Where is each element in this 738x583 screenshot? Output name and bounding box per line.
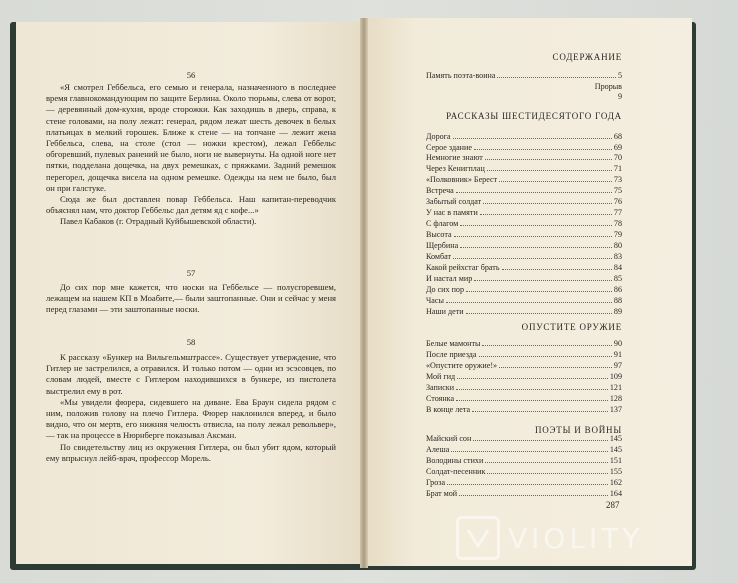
toc-entry-page: 162 <box>609 478 622 487</box>
dot-leader <box>474 142 612 150</box>
toc-entry-title: Солдат-песенник <box>426 467 486 476</box>
toc-entry-page: 9 <box>617 92 622 101</box>
toc-entry-page: 73 <box>613 175 622 184</box>
toc-entry-page: 145 <box>609 434 622 443</box>
toc-entry-page: 85 <box>613 274 622 283</box>
toc-entry-page: 109 <box>609 372 622 381</box>
dot-leader <box>456 185 612 193</box>
toc-entry-title: Какой рейхстаг брать <box>426 263 500 272</box>
toc-entry-title: Дорога <box>426 132 451 141</box>
dot-leader <box>456 393 608 401</box>
toc-entry <box>426 466 622 477</box>
toc-entry-page: 75 <box>613 186 622 195</box>
dot-leader <box>479 349 612 357</box>
toc-entry <box>426 477 622 488</box>
toc-entry-page: 5 <box>617 71 622 80</box>
toc-entry-page: 77 <box>613 208 622 217</box>
dot-leader <box>447 477 608 485</box>
part-title: ПОЭТЫ И ВОЙНЫ <box>534 425 622 435</box>
toc-entry <box>426 70 622 81</box>
toc-entry <box>426 295 622 306</box>
toc-entry-title: Комбат <box>426 252 452 261</box>
toc-entry-page: 68 <box>613 132 622 141</box>
toc-entry <box>426 196 622 207</box>
contents-title: СОДЕРЖАНИЕ <box>552 52 622 62</box>
dot-leader <box>499 360 612 368</box>
toc-entry-page: 88 <box>613 296 622 305</box>
dot-leader <box>459 488 608 496</box>
toc-entry-page: 97 <box>613 361 622 370</box>
toc-entry <box>426 273 622 284</box>
spacer <box>428 81 593 89</box>
dot-leader <box>499 174 612 182</box>
toc-entry-title: Встреча <box>426 186 454 195</box>
toc-entry-title: В конце лета <box>426 405 471 414</box>
toc-entry-title: Записки <box>426 383 455 392</box>
dot-leader <box>456 382 608 390</box>
dot-leader <box>457 371 608 379</box>
toc-entry-title: Забытый солдат <box>426 197 482 206</box>
violity-logo-icon <box>456 516 500 560</box>
dot-leader <box>473 433 608 441</box>
toc-entry <box>426 251 622 262</box>
toc-entry-page: 91 <box>613 350 622 359</box>
toc-entry-page: 128 <box>609 394 622 403</box>
toc-entry <box>426 338 622 349</box>
dot-leader <box>485 152 612 160</box>
toc-entry <box>426 229 622 240</box>
paragraph: Сюда же был доставлен повар Геббельса. Наш капитан-переводчик объяснял нам, что доктор Геббельс дал детям яд с кофе...» <box>46 194 336 216</box>
toc-entry <box>426 152 622 163</box>
toc-entry <box>426 488 622 499</box>
toc-entry <box>426 371 622 382</box>
toc-entry-title: До сих пор <box>426 285 465 294</box>
toc-entry-title: Стоянка <box>426 394 455 403</box>
toc-entry-title: Прорыв <box>594 82 622 91</box>
toc-entry <box>426 174 622 185</box>
dot-leader <box>453 131 612 139</box>
toc-entry-title: И настал мир <box>426 274 473 283</box>
toc-entry-page: 137 <box>609 405 622 414</box>
toc-entry <box>426 455 622 466</box>
toc-entry-title: У нас в памяти <box>426 208 478 217</box>
toc-entry <box>426 393 622 404</box>
toc-entry <box>426 404 622 415</box>
toc-entry <box>426 207 622 218</box>
dot-leader <box>480 207 612 215</box>
dot-leader <box>472 404 608 412</box>
watermark-text: VIOLITY <box>508 521 644 555</box>
dot-leader <box>466 284 612 292</box>
dot-leader <box>460 218 612 226</box>
section-text <box>46 352 336 464</box>
dot-leader <box>497 70 615 78</box>
toc-entry-title: Володины стихи <box>426 456 484 465</box>
paragraph: К рассказу «Бункер на Вильгельмштрассе». Существует утверждение, что Гитлер не застрелился, а отравился. И только потом — одни из эсэсовцев, по словам людей, вместе с Гитлером находившихся в бункере, из пистолета выстрелил ему в рот. <box>46 352 336 396</box>
section-number: 58 <box>186 337 196 347</box>
toc-entry-title: Память поэта-воина <box>426 71 496 80</box>
toc-entry-page: 90 <box>613 339 622 348</box>
toc-entry <box>426 444 622 455</box>
toc-entry-page: 71 <box>613 164 622 173</box>
toc-entry-title: Серое здание <box>426 143 472 152</box>
toc-entry-title: После приезда <box>426 350 477 359</box>
toc-entry <box>426 382 622 393</box>
section-text <box>46 282 336 316</box>
toc-entry-title: Высота <box>426 230 452 239</box>
toc-entry-title: Мой гид <box>426 372 456 381</box>
toc-entry-page: 80 <box>613 241 622 250</box>
paragraph: Павел Кабаков (г. Отрадный Куйбышевской области). <box>60 216 257 227</box>
toc-entry <box>426 360 622 371</box>
dot-leader <box>474 273 612 281</box>
toc-entry-title: Брат мой <box>426 489 458 498</box>
toc-entry-page: 76 <box>613 197 622 206</box>
part-title: ОПУСТИТЕ ОРУЖИЕ <box>521 322 622 332</box>
toc-entry-title: «Опустите оружие!» <box>426 361 498 370</box>
toc-entry <box>426 349 622 360</box>
dot-leader <box>483 196 612 204</box>
dot-leader <box>482 338 611 346</box>
paragraph: По свидетельству лиц из окружения Гитлера, он был убит ядом, который ему впрыснул лейб-врач, профессор Морель. <box>46 441 336 463</box>
toc-entry <box>426 91 622 102</box>
dot-leader <box>451 444 608 452</box>
toc-entry <box>426 262 622 273</box>
dot-leader <box>460 240 612 248</box>
toc-entry-title: Майский сон <box>426 434 472 443</box>
dot-leader <box>487 466 607 474</box>
toc-entry-page: 84 <box>613 263 622 272</box>
toc-entry-title: Через Кенигплац <box>426 164 485 173</box>
toc-entry <box>426 218 622 229</box>
dot-leader <box>487 163 612 171</box>
toc-entry-title: Немногие знают <box>426 153 483 162</box>
section-number: 57 <box>186 268 196 278</box>
toc-entry-page: 121 <box>609 383 622 392</box>
toc-entry-page: 79 <box>613 230 622 239</box>
toc-entry-page: 89 <box>613 307 622 316</box>
toc-entry-title: С флагом <box>426 219 459 228</box>
toc-entry <box>426 240 622 251</box>
paragraph: «Мы увидели фюрера, сидевшего на диване. Ева Браун сидела рядом с ним, положив голову на плечо Гитлера. Фюрер наклонился вперед, и было видно, что он мертв, его нижняя челюсть отвисла, на полу лежал револьвер»,— так на процессе в Нюрнберге показывал Аксман. <box>46 396 336 441</box>
spacer <box>428 91 616 99</box>
toc-entry-page: 151 <box>609 456 622 465</box>
toc-entry <box>426 433 622 444</box>
toc-entry-page: 83 <box>613 252 622 261</box>
toc-entry-page: 78 <box>613 219 622 228</box>
dot-leader <box>446 295 612 303</box>
toc-entry-title: «Полковник» Берест <box>426 175 498 184</box>
toc-entry <box>426 131 622 142</box>
toc-entry-title: Наши дети <box>426 307 464 316</box>
toc-entry-title: Алеша <box>426 445 450 454</box>
dot-leader <box>466 306 612 314</box>
dot-leader <box>453 251 612 259</box>
watermark <box>456 514 726 562</box>
toc-entry-title: Часы <box>426 296 444 305</box>
paragraph: До сих пор мне кажется, что носки на Геббельсе — полусгоревшем, лежащем на нашем КП в Моабите,— были заштопанные. Они и сейчас у меня перед глазами — эти заштопанные носки. <box>46 282 336 315</box>
toc-entry-title: Щербина <box>426 241 459 250</box>
toc-entry-page: 155 <box>609 467 622 476</box>
toc-entry-title: Белые мамонты <box>426 339 481 348</box>
page-number: 287 <box>606 500 620 510</box>
toc-entry <box>426 306 622 317</box>
toc-entry <box>426 185 622 196</box>
toc-entry <box>426 284 622 295</box>
toc-entry-page: 86 <box>613 285 622 294</box>
part-title: РАССКАЗЫ ШЕСТИДЕСЯТОГО ГОДА <box>446 111 622 121</box>
toc-entry-page: 70 <box>613 153 622 162</box>
toc-entry-page: 164 <box>609 489 622 498</box>
dot-leader <box>454 229 612 237</box>
paragraph: «Я смотрел Геббельса, его семью и генерала, назначенного в последнее время главнокомандующим по защите Берлина. Около тюрьмы, слева от ворот,— деревянный дом-кухня, вроде сторожки. Как заходишь в дверь, справа, к стене головами, на полу лежат: генерал, рядом лежат шесть девочек в белых платьицах в мелкий горошек. Ближе к стене — на топчане — лежит жена Геббельса, слева, на столе (стол — ножки крестом), лежал Геббельс обгоревший, пулевых ранений не было, ноги не вывернуты. На одной ноге нет пятки, подделана дощечка, на двух ремешках, с пряжками. Задний ремешок перегорел, дощечка висела на одном ремешке. Одежды на нем не было, был он при галстуке. <box>46 82 336 193</box>
section-number: 56 <box>186 70 196 80</box>
toc-entry <box>426 163 622 174</box>
toc-entry-page: 69 <box>613 143 622 152</box>
section-text <box>46 82 336 228</box>
book-gutter <box>360 18 368 568</box>
toc-entry-page: 145 <box>609 445 622 454</box>
dot-leader <box>502 262 612 270</box>
dot-leader <box>485 455 608 463</box>
toc-entry-title: Гроза <box>426 478 446 487</box>
